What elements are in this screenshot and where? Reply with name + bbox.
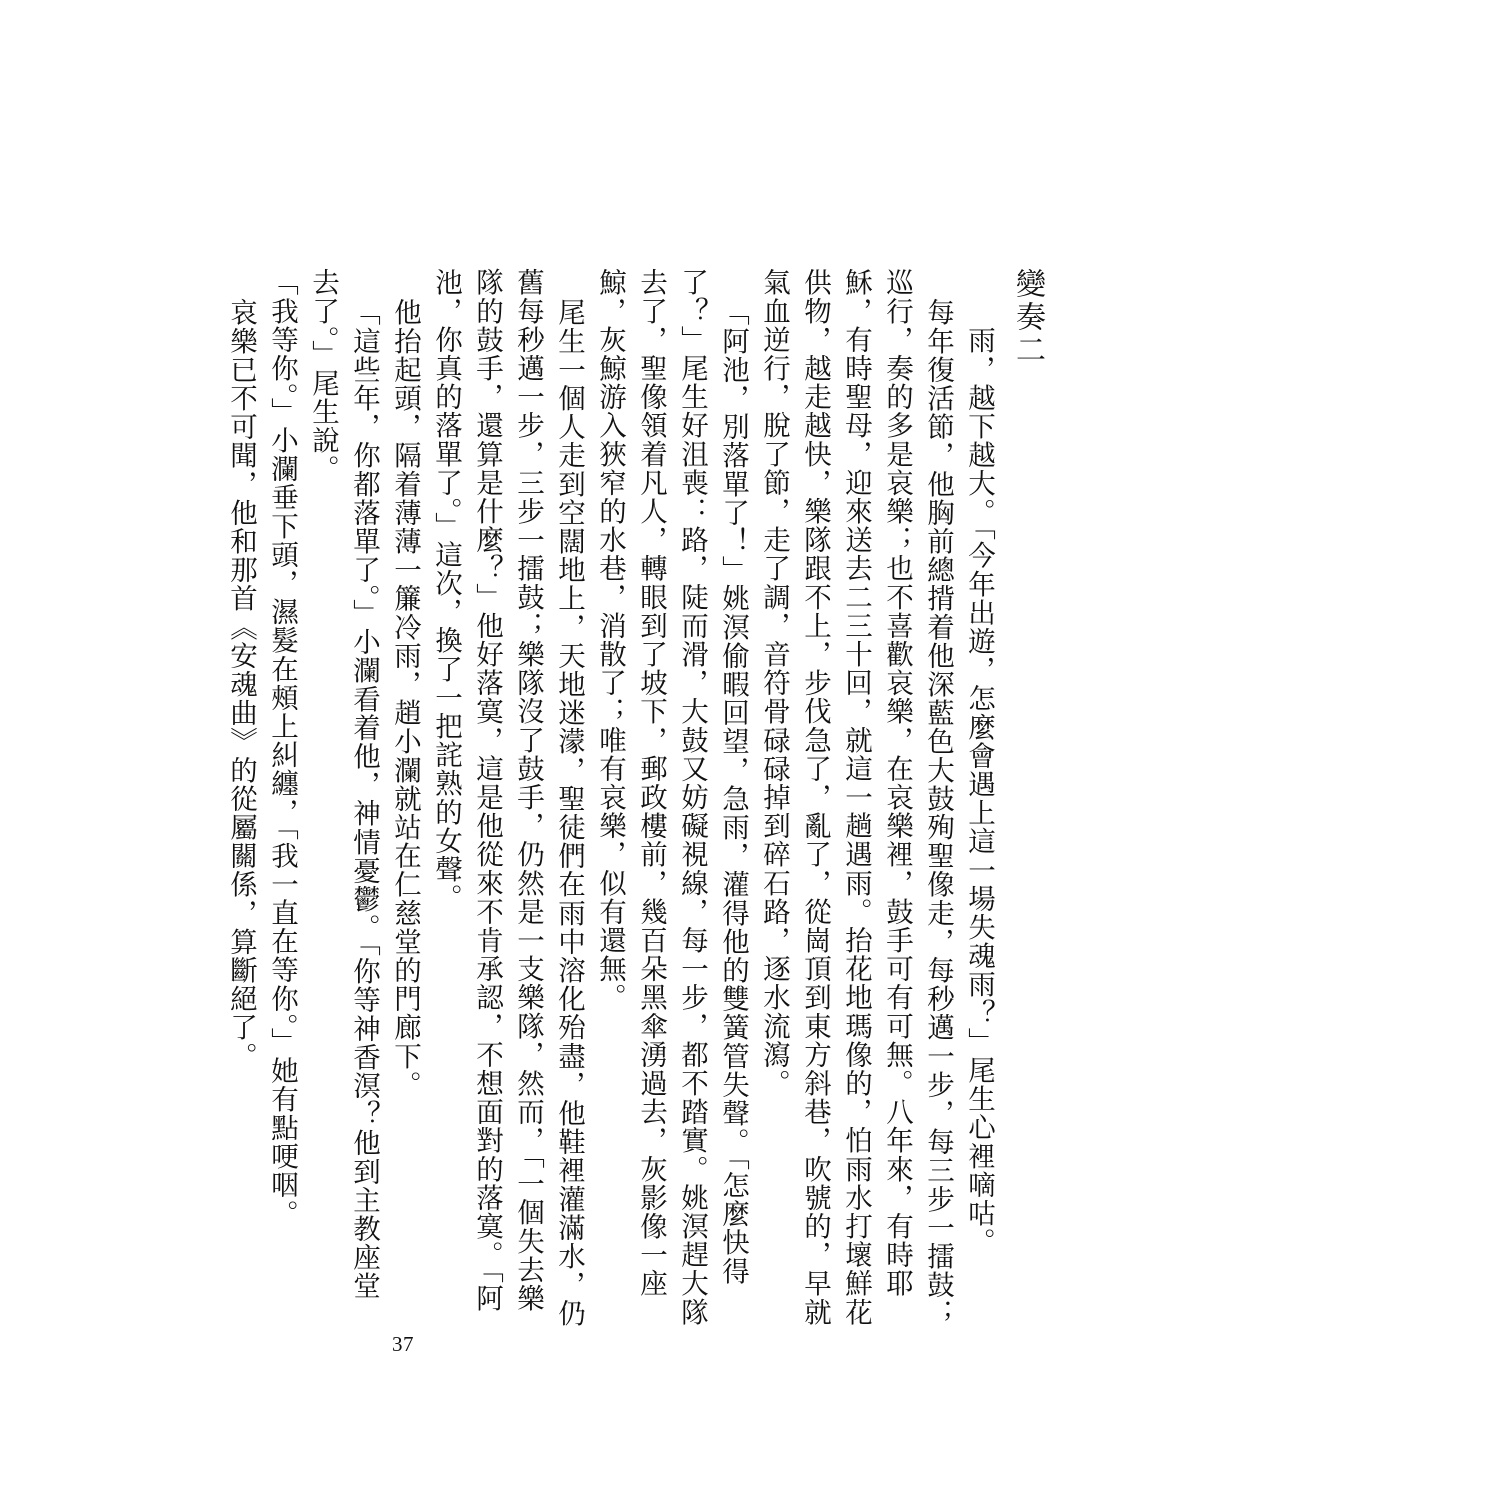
- chapter-title: 變奏二: [1010, 268, 1045, 367]
- paragraph-7: 「我等你。」小瀾垂下頭，濕髮在頰上糾纏，「我一直在等你。」她有點哽咽。: [266, 268, 298, 1228]
- paragraph-4: 尾生一個人走到空闊地上，天地迷濛，聖徒們在雨中溶化殆盡，他鞋裡灌滿水，仍舊每秒邁一步，三步一擂鼓；樂隊沒了鼓手，仍然是一支樂隊，然而，「一個失去樂隊的鼓手，還算是什麼？」他好落寞，這是他從來不肯承認，不想面對的落寞。「阿池，你真的落單了。」這次，換了一把詫熟的女聲。: [430, 268, 585, 1328]
- paragraph-8: 哀樂已不可聞，他和那首《安魂曲》的從屬關係，算斷絕了。: [225, 298, 257, 1071]
- paragraph-1: 雨，越下越大。「今年出遊，怎麼會遇上這一場失魂雨？」尾生心裡嘀咕。: [963, 326, 995, 1257]
- page-number: 37: [392, 1332, 414, 1356]
- paragraph-5: 他抬起頭，隔着薄薄一簾冷雨，趙小瀾就站在仁慈堂的門廊下。: [389, 298, 421, 1100]
- paragraph-6: 「這些年，你都落單了。」小瀾看着他，神情憂鬱。「你等神香溟？他到主教座堂去了。」尾生說。: [307, 268, 380, 1301]
- paragraph-3: 「阿池，別落單了！」姚溟偷暇回望，急雨，灌得他的雙簧管失聲。「怎麼快得了？」尾生好沮喪：路，陡而滑，大鼓又妨礙視線，每一步，都不踏實。姚溟趕大隊去了，聖像領着凡人，轉眼到了坡下，郵政樓前，幾百朵黑傘湧過去，灰影像一座鯨，灰鯨游入狹窄的水巷，消散了；唯有哀樂，似有還無。: [594, 268, 749, 1327]
- paragraph-2: 每年復活節，他胸前總揹着他深藍色大鼓殉聖像走，每秒邁一步，每三步一擂鼓；巡行，奏的多是哀樂；也不喜歡哀樂，在哀樂裡，鼓手可有可無。八年來，有時耶穌，有時聖母，迎來送去二三十回，就這一趟遇雨。抬花地瑪像的，怕雨水打壞鮮花供物，越走越快，樂隊跟不上，步伐急了，亂了，從崗頂到東方斜巷，吹號的，早就氣血逆行，脫了節，走了調，音符骨碌碌掉到碎石路，逐水流瀉。: [758, 268, 954, 1328]
- vertical-text-block: [225, 268, 1048, 1328]
